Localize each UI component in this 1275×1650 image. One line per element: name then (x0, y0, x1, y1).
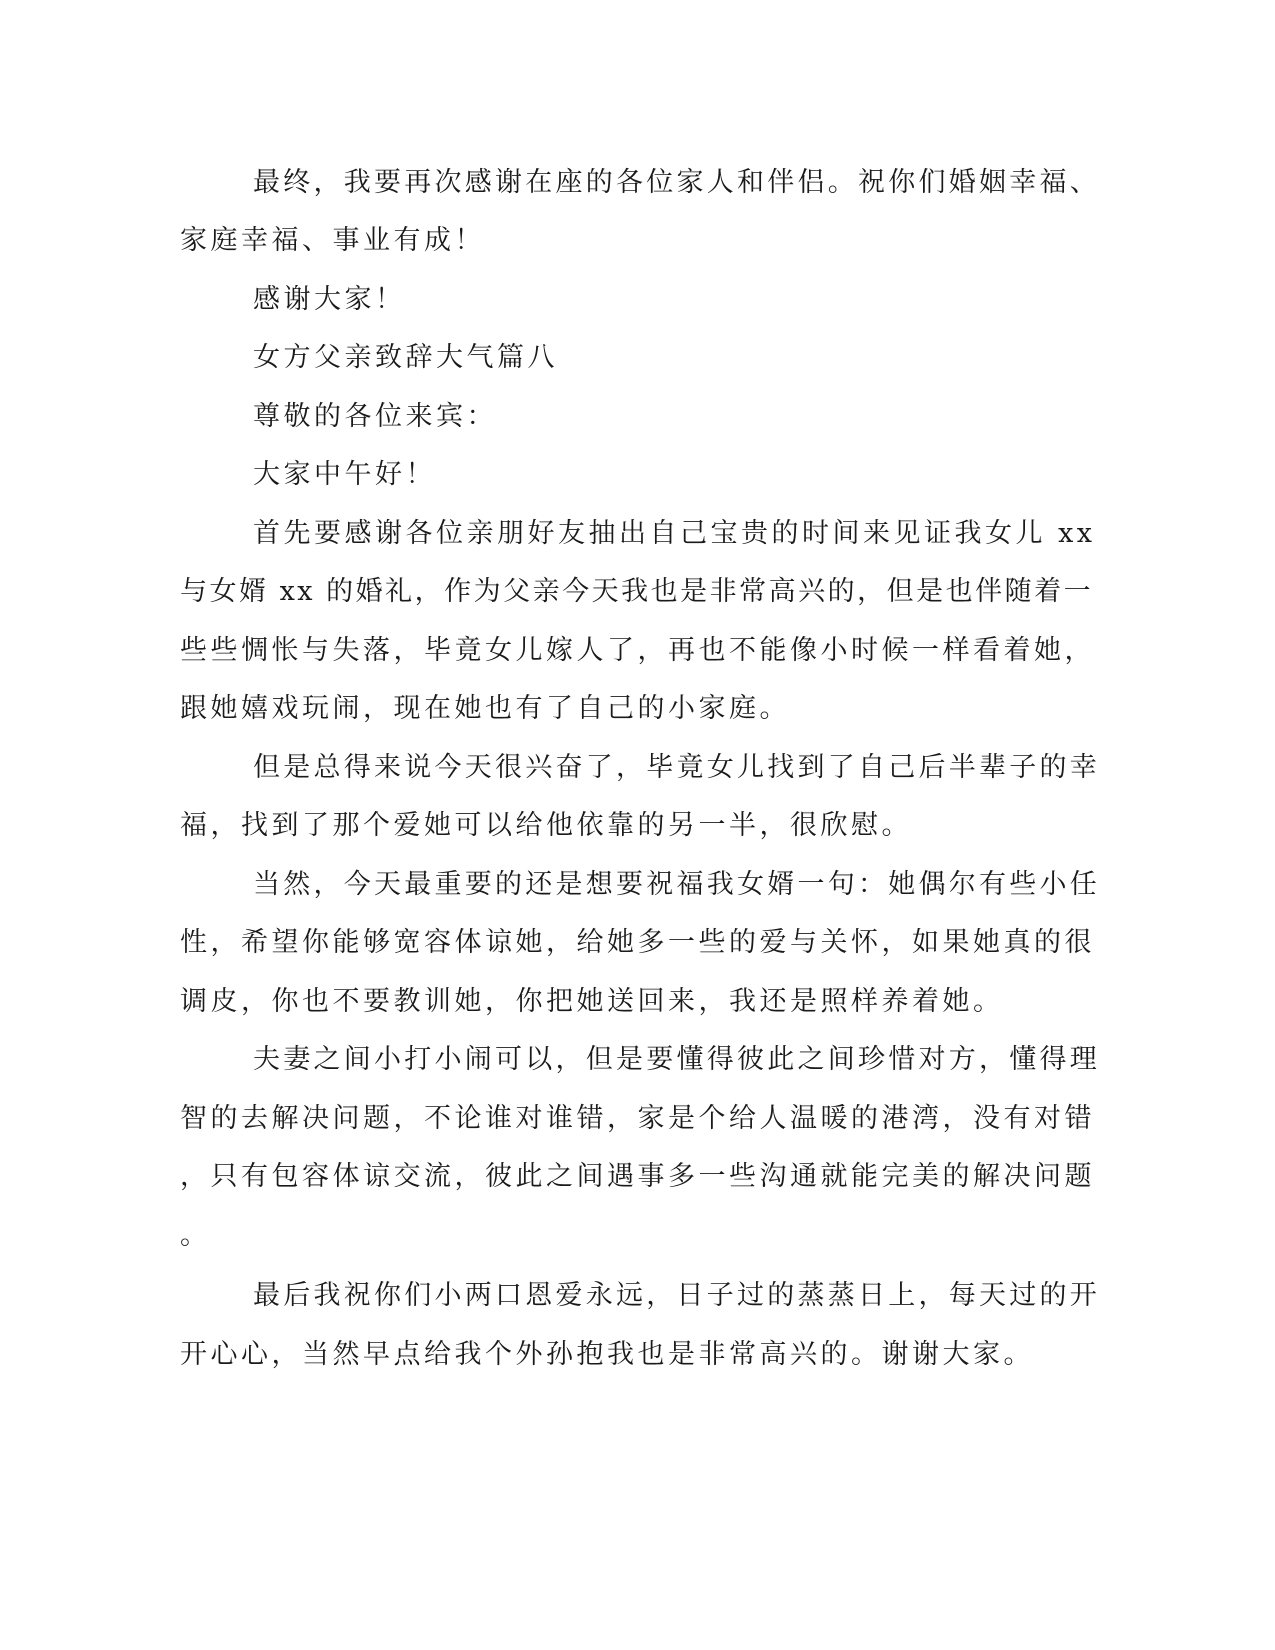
text-line: 感谢大家！ (253, 284, 406, 315)
text-line: 最后我祝你们小两口恩爱永远，日子过的蒸蒸日上，每天过的开 (253, 1280, 1100, 1311)
text-line: 当然，今天最重要的还是想要祝福我女婿一句：她偶尔有些小任 (253, 869, 1100, 900)
text-line: 尊敬的各位来宾： (253, 401, 497, 432)
text-line: 与女婿 xx 的婚礼，作为父亲今天我也是非常高兴的，但是也伴随着一 (180, 576, 1094, 607)
text-line: 。 (180, 1220, 211, 1251)
text-line: 最终，我要再次感谢在座的各位家人和伴侣。祝你们婚姻幸福、 (253, 167, 1100, 198)
text-line: 开心心，当然早点给我个外孙抱我也是非常高兴的。谢谢大家。 (180, 1339, 1034, 1370)
text-line: 夫妻之间小打小闹可以，但是要懂得彼此之间珍惜对方，懂得理 (253, 1044, 1100, 1075)
text-line: 些些惆怅与失落，毕竟女儿嫁人了，再也不能像小时候一样看着她， (180, 635, 1095, 666)
text-line: 调皮，你也不要教训她，你把她送回来，我还是照样养着她。 (180, 986, 1004, 1017)
text-line: 但是总得来说今天很兴奋了，毕竟女儿找到了自己后半辈子的幸 (253, 752, 1100, 783)
text-line: ，只有包容体谅交流，彼此之间遇事多一些沟通就能完美的解决问题 (180, 1161, 1095, 1192)
text-line: 家庭幸福、事业有成！ (180, 225, 485, 256)
section-heading: 女方父亲致辞大气篇八 (253, 342, 558, 373)
text-line: 首先要感谢各位亲朋好友抽出自己宝贵的时间来见证我女儿 xx (253, 518, 1096, 549)
text-line: 福，找到了那个爱她可以给他依靠的另一半，很欣慰。 (180, 810, 912, 841)
text-line: 智的去解决问题，不论谁对谁错，家是个给人温暖的港湾，没有对错 (180, 1103, 1095, 1134)
text-line: 大家中午好！ (253, 459, 436, 490)
text-line: 跟她嬉戏玩闹，现在她也有了自己的小家庭。 (180, 693, 790, 724)
text-line: 性，希望你能够宽容体谅她，给她多一些的爱与关怀，如果她真的很 (180, 927, 1095, 958)
